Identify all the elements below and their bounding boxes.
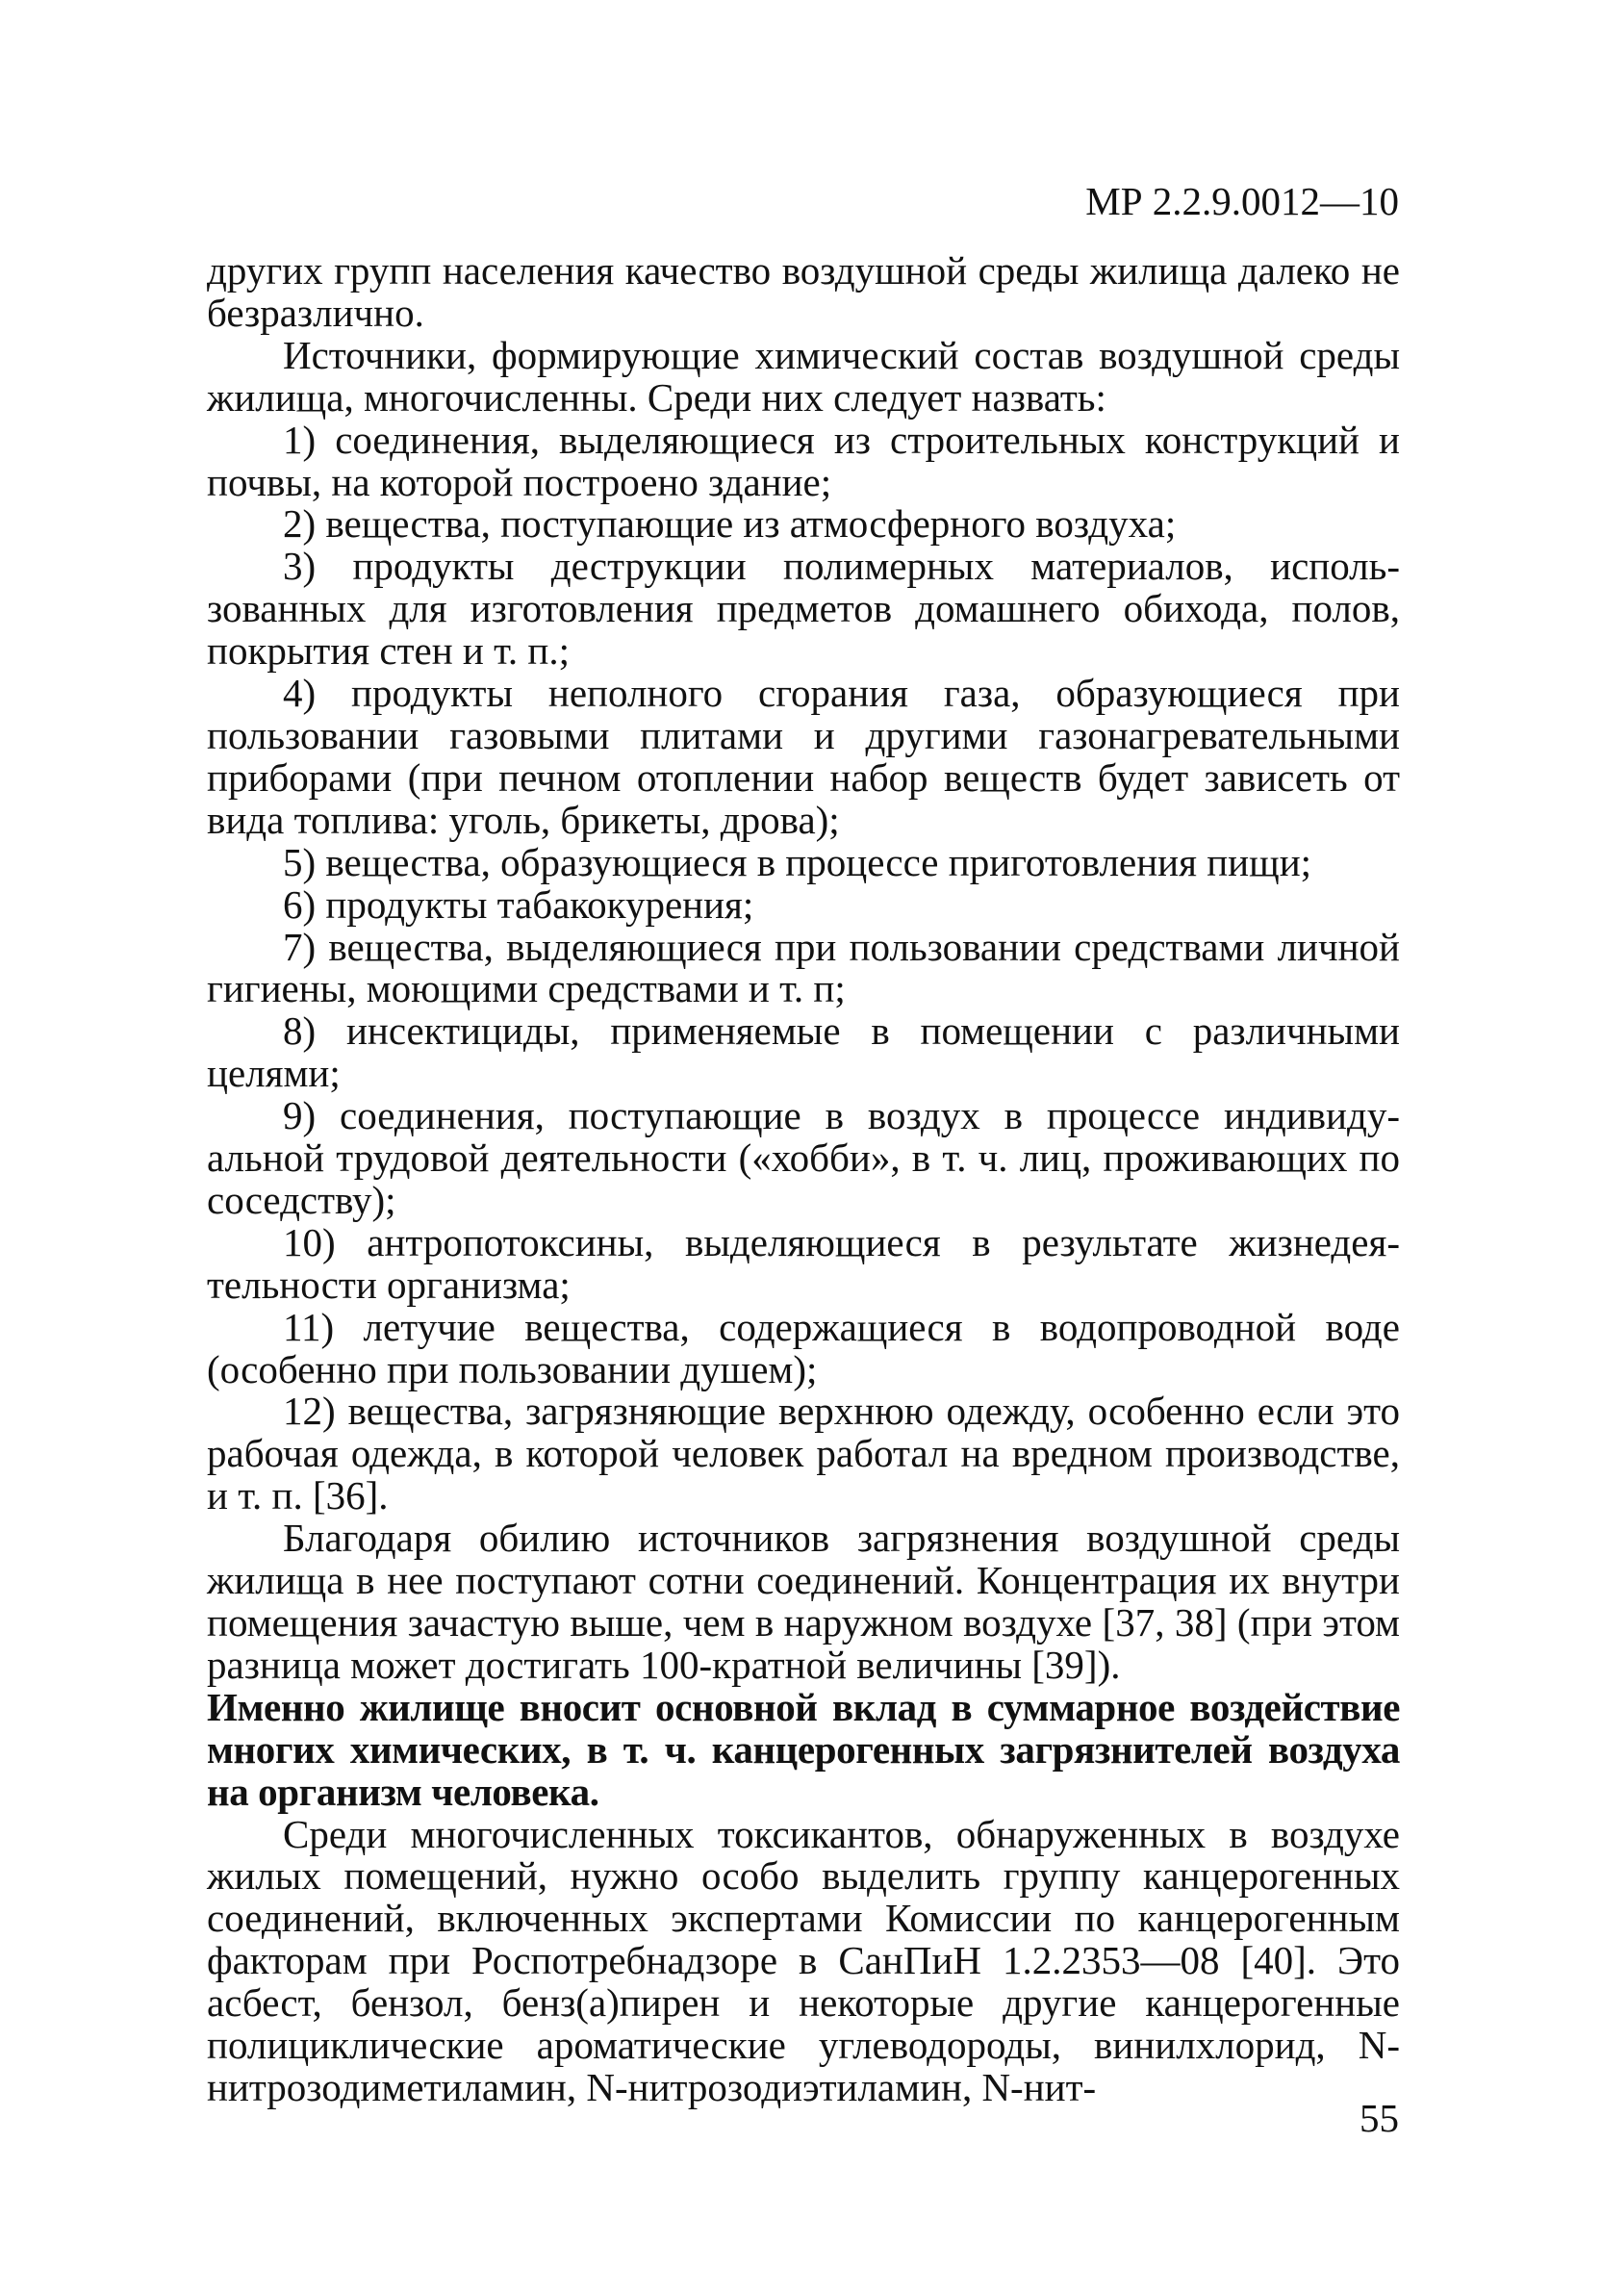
paragraph-sources-intro: Источники, формирующие химический состав воздушной среды жилища, многочисленны. Среди них следует назвать: [207, 332, 1400, 420]
paragraph-sources-abundance: Благодаря обилию источников загрязнения воздушной среды жилища в нее поступают сотни соединений. Концентрация их внутри помещения зачастую выше, чем в наружном воздухе [37, 38] (при этом разница может достигать 100-кратной величины [39]). [207, 1516, 1400, 1687]
list-item-3: 3) продукты деструкции полимерных материалов, использованных для изготовления предметов домашнего обихода, полов, покрытия стен и т. п.; [207, 544, 1400, 674]
body-text [207, 250, 1400, 2109]
list-item-6: 6) продукты табакокурения; [283, 881, 754, 927]
list-item-7: 7) вещества, выделяющиеся при пользовании средствами личной гигиены, моющими средствами и т. п; [207, 924, 1400, 1011]
list-item-5: 5) вещества, образующиеся в процессе приготовления пищи; [283, 839, 1312, 884]
running-header-document-code: МР 2.2.9.0012—10 [1085, 179, 1399, 223]
list-item-8: 8) инсектициды, применяемые в помещении с различными целями; [207, 1008, 1400, 1096]
list-item-11: 11) летучие вещества, содержащиеся в водопроводной воде (особенно при пользовании душем); [207, 1304, 1400, 1391]
list-item-1: 1) соединения, выделяющиеся из строительных конструкций и почвы, на которой построено здание; [207, 417, 1400, 504]
list-item-4: 4) продукты неполного сгорания газа, образующиеся при пользовании газовыми плитами и другими газонагревательными приборами (при печном отоплении набор веществ будет зависеть от вида топлива: уголь, брикеты, дрова); [207, 671, 1400, 842]
paragraph-continuation: других групп населения качество воздушной среды жилища далеко не безразлично. [207, 248, 1400, 335]
list-item-12: 12) вещества, загрязняющие верхнюю одежду, особенно если это рабочая одежда, в которой человек работал на вредном производстве, и т. п. [36]. [207, 1389, 1400, 1518]
list-item-2: 2) вещества, поступающие из атмосферного воздуха; [283, 501, 1177, 547]
page-number: 55 [1360, 2096, 1399, 2140]
list-item-10: 10) антропотоксины, выделяющиеся в результате жизнедеятельности организма; [207, 1219, 1400, 1307]
paragraph-bold-emphasis: Именно жилище вносит основной вклад в суммарное воздействие многих химических, в т. ч. канцерогенных загрязнителей воздуха на организм человека. [207, 1684, 1400, 1814]
list-item-9: 9) соединения, поступающие в воздух в процессе индивидуальной трудовой деятельности («хобби», в т. ч. лиц, проживающих по соседству); [207, 1093, 1400, 1222]
paragraph-carcinogens: Среди многочисленных токсикантов, обнаруженных в воздухе жилых помещений, нужно особо выделить группу канцерогенных соединений, включенных экспертами Комиссии по канцерогенным факторам при Роспотребнадзоре в СанПиН 1.2.2353—08 [40]. Это асбест, бензол, бенз(а)пирен и некоторые другие канцерогенные полициклические ароматические углеводороды, винилхлорид, N-нитрозодиметиламин, N-нитрозодиэтиламин, N-нит- [207, 1811, 1400, 2109]
